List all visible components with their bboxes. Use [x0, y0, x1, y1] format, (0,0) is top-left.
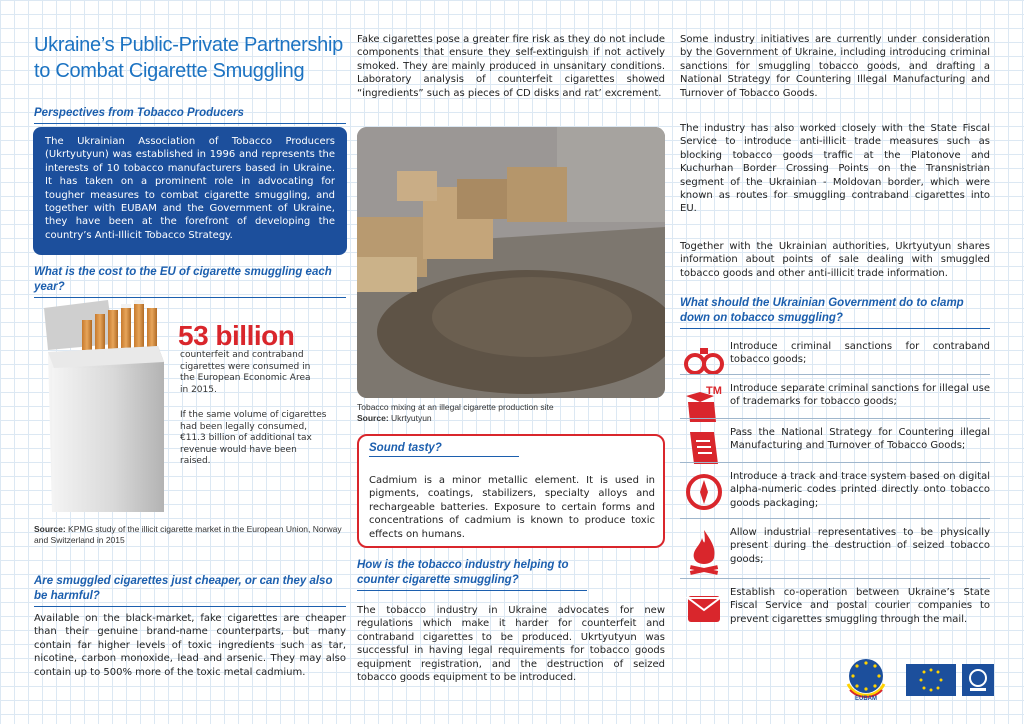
initiatives-text: Some industry initiatives are currently under consideration by the Government of Ukraine, including introducing criminal sanctions for smuggling tobacco goods, and drafting a National Strategy for Countering Illegal Manufacturing and Turnover of Tobacco Goods.: [680, 34, 990, 99]
sound-tasty-box: [357, 434, 665, 548]
page-title: Ukraine’s Public-Private Partnership to Combat Cigarette Smuggling: [34, 34, 343, 82]
divider: [680, 462, 990, 463]
compass-icon: [684, 472, 724, 512]
flame-icon: [684, 528, 724, 576]
illegal-production-photo: [357, 127, 665, 398]
eubam-label: EUBAM: [855, 696, 877, 702]
industry-text: The tobacco industry in Ukraine advocates for new regulations which make it harder for counterfeit and contraband cigarettes to be produced. Ukrtyutyun was successful in having legal requirements for tobacco goods equipment registration, and the destruction of seized tobacco goods equipment to be introduced.: [357, 605, 665, 684]
source-label: Source:: [34, 524, 66, 534]
stat-source: [34, 524, 346, 546]
action-item: [680, 382, 990, 426]
industry-heading: How is the tobacco industry helping to counter cigarette smuggling?: [357, 558, 587, 591]
eubam-logo: [836, 656, 896, 702]
action-text: Pass the National Strategy for Countering illegal Manufacturing and Turnover of Tobacco Goods;: [730, 427, 990, 452]
intro-box: The Ukrainian Association of Tobacco Producers (Ukrtyutyun) was established in 1996 and represents the interests of 10 tobacco manufacturers based in Ukraine. It has taken on a prominent role in advocating for tougher measures to combat cigarette smuggling, and together with EUBAM and the Government of Ukraine, they have been at the forefront of developing the country’s Anti-Illicit Tobacco Strategy.: [33, 127, 347, 255]
eu-flag-logo: [906, 664, 956, 696]
photo-source-label: Source:: [357, 413, 389, 423]
stat-revenue: If the same volume of cigarettes had been legally consumed, €11.3 billion of additional tax revenue would have been raised.: [180, 410, 327, 466]
divider: [680, 418, 990, 419]
government-heading: What should the Ukrainian Government do to clamp down on tobacco smuggling?: [680, 296, 990, 329]
cigarette-pack-illustration: [38, 300, 174, 512]
harm-text: Available on the black-market, fake cigarettes are cheaper than their genuine brand-name counterparts, but many contain far higher levels of toxic ingredients such as tar, nicotine, carbon monoxide, lead and arsenic. They may also contain up to 500% more of the toxic metal cadmium.: [34, 613, 346, 678]
perspectives-heading: Perspectives from Tobacco Producers: [34, 106, 346, 124]
action-text: Allow industrial representatives to be physically present during the destruction of seized tobacco goods;: [730, 527, 990, 565]
action-item: [680, 470, 990, 514]
cadmium-text: Cadmium is a minor metallic element. It is used in pigments, coatings, stabilizers, specialty alloys and rechargeable batteries. Exposure to certain forms and concentrations of cadmium is known to produce toxic effects on humans.: [369, 475, 655, 540]
partner-logo: [962, 664, 994, 696]
caption-text: Tobacco mixing at an illegal cigarette production site: [357, 402, 554, 412]
sound-tasty-heading: Sound tasty?: [369, 442, 519, 457]
svg-text:TM: TM: [706, 385, 722, 397]
photo-source: Ukrtyutyun: [391, 413, 432, 423]
source-text: KPMG study of the illicit cigarette market in the European Union, Norway and Switzerland in 2015: [34, 524, 342, 545]
action-text: Introduce separate criminal sanctions for illegal use of trademarks for tobacco goods;: [730, 383, 990, 408]
handcuffs-icon: [684, 342, 724, 382]
action-item: [680, 426, 990, 470]
divider: [680, 374, 990, 375]
cost-heading: What is the cost to the EU of cigarette smuggling each year?: [34, 265, 346, 298]
stat-big-number: 53 billion: [178, 320, 295, 351]
fiscal-service-text: The industry has also worked closely with the State Fiscal Service to introduce anti-illicit trade measures such as blocking tobacco goods traffic at the Platonove and Kuchurhan Border Crossing Points on the Transnistrian segment of the Ukrainian - Moldovan border, which were known as routes for smuggling contraband cigarettes into EU.: [680, 123, 990, 215]
info-sharing-text: Together with the Ukrainian authorities, Ukrtyutyun shares information about points of sale dealing with smuggled tobacco goods and other anti-illicit trade information.: [680, 241, 990, 279]
divider: [680, 578, 990, 579]
stat-description: counterfeit and contraband cigarettes were consumed in the European Economic Area in 2015.: [180, 350, 311, 395]
action-text: Introduce criminal sanctions for contraband tobacco goods;: [730, 341, 990, 366]
action-text: Establish co-operation between Ukraine’s State Fiscal Service and postal courier companies to prevent cigarettes smuggling through the mail.: [730, 587, 990, 625]
divider: [680, 518, 990, 519]
action-item: [680, 340, 990, 384]
fire-risk-text: Fake cigarettes pose a greater fire risk as they do not include components that ensure they self-extinguish if not actively smoked. They are mainly produced in unsanitary conditions. Laboratory analysis of counterfeit cigarettes showed “ingredients” such as pieces of CD disks and rat’ excrement.: [357, 34, 665, 99]
action-item: [680, 586, 990, 630]
action-item: [680, 526, 990, 570]
photo-caption: [357, 402, 554, 424]
action-text: Introduce a track and trace system based on digital alpha-numeric codes printed directly onto tobacco goods packaging;: [730, 471, 990, 509]
mail-icon: [684, 588, 724, 628]
harm-heading: Are smuggled cigarettes just cheaper, or can they also be harmful?: [34, 574, 346, 607]
